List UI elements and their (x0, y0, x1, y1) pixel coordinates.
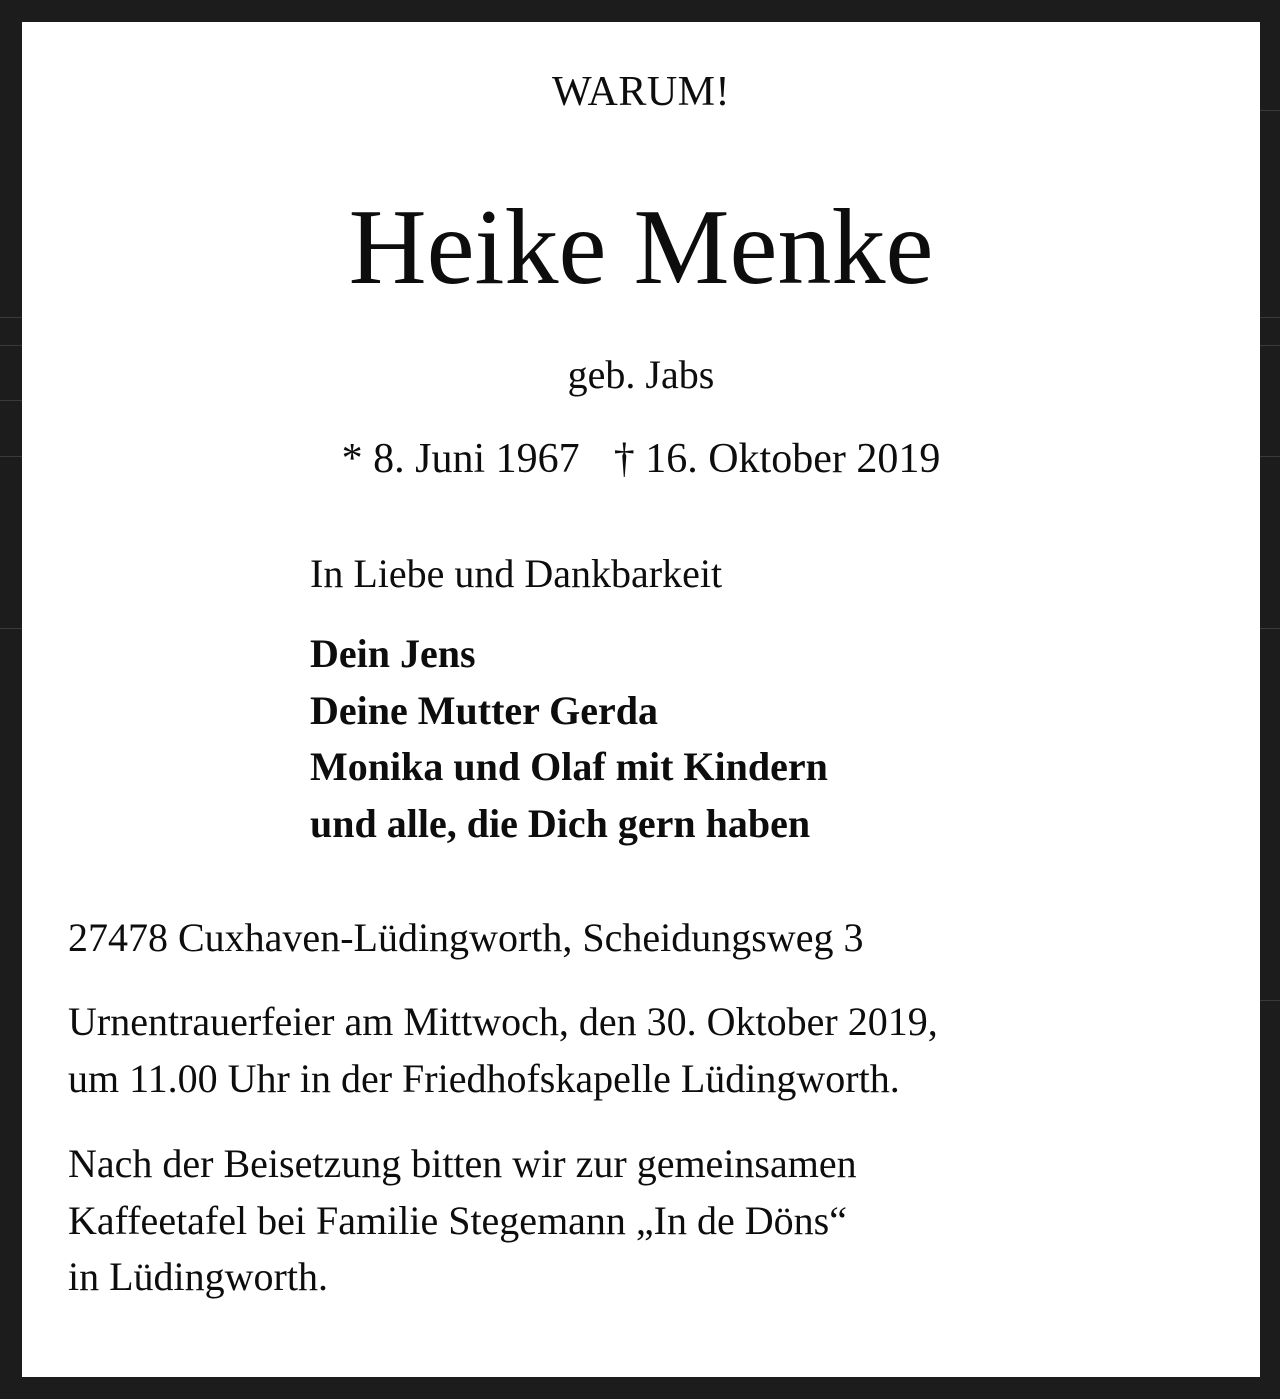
reception-info (68, 1141, 857, 1314)
frame-guide-line (0, 317, 22, 318)
obituary-notice (22, 22, 1260, 1377)
ceremony-line: um 11.00 Uhr in der Friedhofskapelle Lüdingworth. (68, 1055, 900, 1101)
notice-heading: WARUM! (552, 69, 730, 115)
maiden-name: geb. Jabs (567, 352, 715, 397)
mourners-list (310, 631, 828, 860)
frame-guide-line (0, 400, 22, 401)
reception-line: Nach der Beisetzung bitten wir zur gemeinsamen (68, 1141, 857, 1186)
mourner-line: Monika und Olaf mit Kindern (310, 744, 828, 789)
frame-guide-line (1260, 317, 1280, 318)
frame-guide-line (0, 628, 22, 629)
address: 27478 Cuxhaven-Lüdingworth, Scheidungsweg 3 (68, 915, 864, 960)
frame-guide-line (0, 345, 22, 346)
birth-date: * 8. Juni 1967 (341, 436, 580, 482)
mourner-line: Dein Jens (310, 631, 476, 676)
frame-guide-line (1260, 345, 1280, 346)
frame-guide-line (1260, 1000, 1280, 1001)
frame-guide-line (1260, 628, 1280, 629)
death-date: † 16. Oktober 2019 (613, 436, 941, 482)
ceremony-info (68, 999, 938, 1115)
frame-guide-line (1260, 110, 1280, 111)
mourner-line: Deine Mutter Gerda (310, 687, 659, 733)
frame-guide-line (1260, 456, 1280, 457)
deceased-name: Heike Menke (348, 188, 934, 307)
ceremony-line: Urnentrauerfeier am Mittwoch, den 30. Oktober 2019, (68, 999, 938, 1044)
mourner-line: und alle, die Dich gern haben (310, 800, 811, 846)
life-dates (22, 438, 1260, 480)
reception-line: Kaffeetafel bei Familie Stegemann „In de Döns“ (68, 1197, 847, 1243)
frame-guide-line (0, 456, 22, 457)
dedication: In Liebe und Dankbarkeit (310, 551, 723, 596)
reception-line: in Lüdingworth. (68, 1254, 328, 1299)
